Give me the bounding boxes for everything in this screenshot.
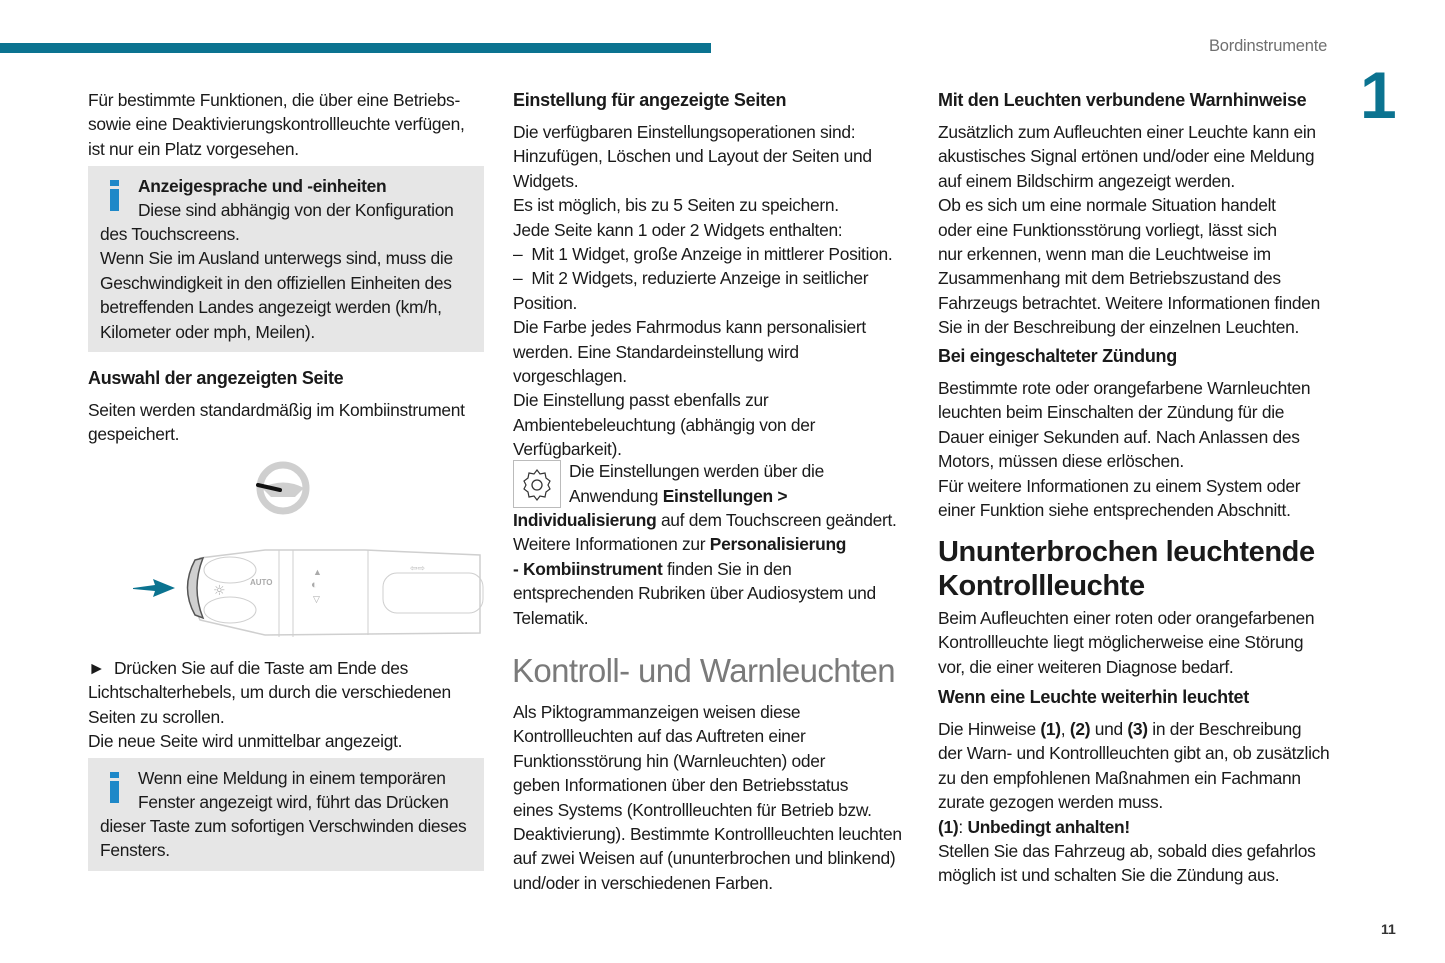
info-icon: [110, 772, 119, 803]
info-text: dieser Taste zum sofortigen Verschwinden dieses Fensters.: [100, 816, 467, 861]
warning-text: Unbedingt anhalten!: [967, 816, 1130, 837]
gear-note-line1: Die Einstellungen werden über die: [569, 461, 824, 481]
text-run: :: [958, 816, 968, 837]
text-run: Anwendung: [569, 486, 663, 506]
heading-page-selection: Auswahl der angezeigten Seite: [88, 368, 344, 388]
paragraph: Die verfügbaren Einstellungsoperationen sind: Hinzufügen, Löschen und Layout der Seiten und Widgets. Es ist möglich, bis zu 5 Seiten zu speichern. Jede Seite kann 1 oder 2 Widgets enthalten: – Mit 1 Widget, große Anzeige in mittlerer Position. – Mit 2 Widgets, reduzierte Anzeige in seitlicher Position. Die Farbe jedes Fahrmodus kann personalisiert werden. Eine Standardeinstellung wird vorgeschlagen. Die Einstellung passt ebenfalls zur Ambientebeleuchtung (abhängig von der Verfügbarkeit).: [513, 122, 893, 460]
gear-icon: [514, 461, 560, 507]
page-number: 11: [1381, 921, 1396, 937]
text-run: in der Beschreibung der Warn- und Kontrollleuchten gibt an, ob zusätzlich zu den empfohlenen Maßnahmen ein Fachmann zurate gezogen werden muss.: [938, 719, 1330, 813]
heading-persistent-light: Wenn eine Leuchte weiterhin leuchtet: [938, 687, 1249, 707]
paragraph: Seiten werden standardmäßig im Kombiinstrument gespeichert.: [88, 400, 465, 445]
instruction-paragraph: ► Drücken Sie auf die Taste am Ende des Lichtschalterhebels, um durch die verschiedenen Seiten zu scrollen. Die neue Seite wird unmittelbar angezeigt.: [88, 658, 451, 752]
text-run: Die Hinweise: [938, 719, 1041, 739]
note-ref: (2): [1069, 719, 1091, 739]
gear-note-rest: [513, 508, 897, 630]
info-text: Diese sind abhängig von der Konfiguration: [138, 200, 454, 220]
text-run: finden Sie in den entsprechenden Rubriken über Audiosystem und Telematik.: [513, 558, 876, 628]
text-run: und: [1090, 719, 1128, 739]
info-box-language: [88, 166, 484, 352]
paragraph: Zusätzlich zum Aufleuchten einer Leuchte kann ein akustisches Signal ertönen und/oder eine Meldung auf einem Bildschirm angezeigt werden. Ob es sich um eine normale Situation handelt oder eine Funktionsstörung vorliegt, lässt sich nur erkennen, wenn man die Leuchtweise im Zusammenhang mit dem Betriebszustand des Fahrzeugs betrachtet. Weitere Informationen finden Sie in der Beschreibung der einzelnen Leuchten.: [938, 122, 1320, 338]
auto-label: AUTO: [250, 578, 273, 587]
info-icon: [110, 180, 119, 211]
note-ref: (1): [1040, 719, 1061, 739]
heading-warnings: Mit den Leuchten verbundene Warnhinweise: [938, 90, 1307, 110]
chapter-number: 1: [1360, 58, 1397, 132]
steering-wheel-icon: [258, 465, 306, 511]
heading-ignition: Bei eingeschalteter Zündung: [938, 346, 1177, 366]
note-ref: (3): [1127, 719, 1148, 739]
paragraph: [938, 717, 1329, 888]
info-title: Anzeigesprache und -einheiten: [138, 176, 387, 196]
header-bar: [0, 43, 711, 53]
light-stalk-illustration: [125, 455, 485, 650]
section-title-continuous: Ununterbrochen leuchtende Kontrollleuchte: [938, 536, 1315, 602]
note-ref: (1): [938, 816, 959, 837]
info-text: Wenn eine Meldung in einem temporären: [138, 768, 446, 788]
section-title: Bordinstrumente: [1209, 37, 1328, 55]
menu-path: Individualisierung: [513, 510, 657, 530]
intro-paragraph: Für bestimmte Funktionen, die über eine Betriebs- sowie eine Deaktivierungskontrollleuchte verfügen, ist nur ein Platz vorgesehen.: [88, 90, 465, 159]
text-run: Stellen Sie das Fahrzeug ab, sobald dies gefahrlos möglich ist und schalten Sie die Zündung aus.: [938, 841, 1316, 886]
info-box-message: [88, 758, 484, 871]
svg-text:⇦⇨: ⇦⇨: [410, 563, 426, 573]
arrow-icon: [133, 579, 175, 597]
info-text: des Touchscreens. Wenn Sie im Ausland unterwegs sind, muss die Geschwindigkeit in den offiziellen Einheiten des betreffenden Landes angezeigt werden (km/h, Kilometer oder mph, Meilen).: [100, 224, 453, 342]
text-run: ,: [1060, 719, 1070, 739]
settings-gear-box: [513, 460, 561, 508]
gear-note-line2: [569, 484, 787, 508]
reference-link: Personalisierung - Kombiinstrument: [513, 534, 847, 579]
svg-text:▲: ▲: [313, 567, 322, 577]
menu-path: Einstellungen >: [662, 486, 788, 506]
paragraph: Beim Aufleuchten einer roten oder orangefarbenen Kontrollleuchte liegt möglicherweise eine Störung vor, die einer weiteren Diagnose bedarf.: [938, 608, 1315, 677]
svg-text:◐: ◐: [311, 579, 318, 591]
svg-text:▽: ▽: [313, 594, 320, 604]
section-title-warning-lights: Kontroll- und Warnleuchten: [512, 652, 896, 689]
text-run: auf dem Touchscreen geändert. Weitere Informationen zur: [513, 510, 897, 555]
paragraph: Als Piktogrammanzeigen weisen diese Kontrollleuchten auf das Auftreten einer Funktionsstörung hin (Warnleuchten) oder geben Informationen über den Betriebsstatus eines Systems (Kontrollleuchten für Betrieb bzw. Deaktivierung). Bestimmte Kontrollleuchten leuchten auf zwei Weisen auf (ununterbrochen und blinkend) und/oder in verschiedenen Farben.: [513, 702, 902, 893]
svg-text:☼: ☼: [213, 583, 226, 599]
info-text: Fenster angezeigt wird, führt das Drücken: [138, 792, 449, 812]
paragraph: Bestimmte rote oder orangefarbene Warnleuchten leuchten beim Einschalten der Zündung für die Dauer einiger Sekunden auf. Nach Anlassen des Motors, müssen diese erlöschen. Für weitere Informationen zu einem System oder einer Funktion siehe entsprechenden Abschnitt.: [938, 378, 1311, 521]
heading-page-settings: Einstellung für angezeigte Seiten: [513, 90, 787, 110]
